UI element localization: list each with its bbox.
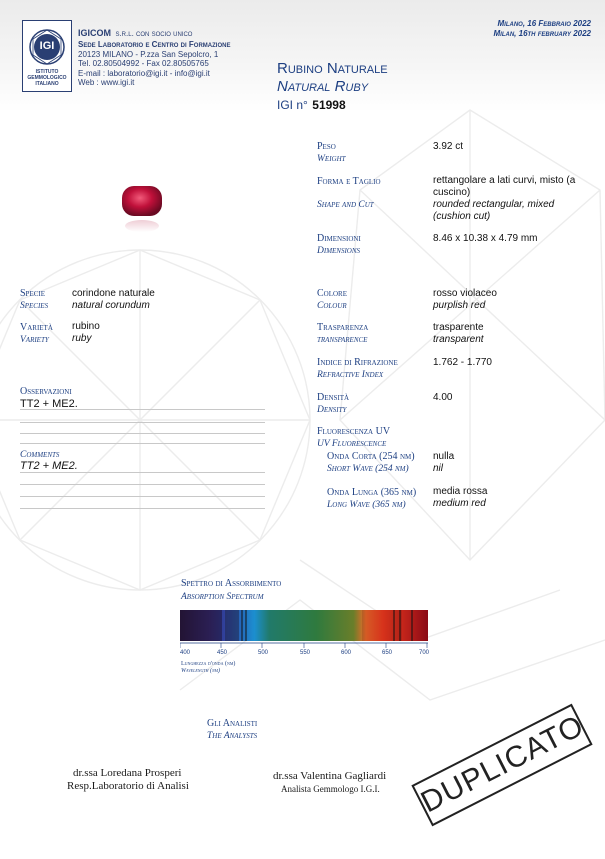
variety-value-en: ruby [72,333,92,344]
spectrum-tick: 400 [180,650,191,656]
uv-long-value-it: media rossa [433,486,488,497]
date-en: Milan, 16th february 2022 [493,29,591,38]
transparency-value-en: transparent [433,334,484,345]
title-en: Natural Ruby [277,78,369,95]
issuer-company-line [78,23,192,41]
divider [20,472,265,473]
species-label-it: Specie [20,288,46,299]
issuer-address [78,40,230,88]
comments-value: TT2 + ME2. [20,460,78,472]
spectrum-tick: 550 [300,650,311,656]
variety-label-it: Varietà [20,322,53,333]
uv-short-label-it: Onda Corta (254 nm) [327,451,415,462]
logo-text: IGI [39,40,55,52]
company-suffix: s.r.l. con socio unico [115,29,193,38]
uv-short-label-en: Short Wave (254 nm) [327,464,409,474]
divider [20,443,265,444]
shape-value-it: rettangolare a lati curvi, misto (a [433,175,576,186]
species-label-en: Species [20,301,49,311]
title-it: Rubino Naturale [277,60,388,77]
weight-value: 3.92 ct [433,141,464,152]
refractive-index-label-it: Indice di Rifrazione [317,357,398,368]
density-label-it: Densità [317,392,350,403]
igi-logo [22,20,72,92]
spectrum-tick: 700 [419,650,430,656]
address-line: E-mail : laboratorio@igi.it - info@igi.it [78,68,210,78]
divider [20,484,265,485]
igi-number-line [277,96,346,114]
ruby-photo [118,182,166,240]
weight-label-en: Weight [317,154,346,164]
divider [20,422,265,423]
transparency-label-it: Trasparenza [317,322,369,333]
address-line: Tel. 02.80504992 - Fax 02.80505765 [78,59,209,68]
date-it: Milano, 16 Febbraio 2022 [497,19,591,28]
spectrum-tick: 450 [217,650,228,656]
spectrum-label-it: Spettro di Assorbimento [181,578,282,589]
variety-value-it: rubino [72,321,100,332]
transparency-value-it: trasparente [433,322,484,333]
analyst-1-name: dr.ssa Loredana Prosperi [73,767,182,779]
density-label-en: Density [317,405,347,415]
analyst-2-name: dr.ssa Valentina Gagliardi [273,770,387,782]
address-line: Sede Laboratorio e Centro di Formazione [78,40,231,49]
igi-number: 51998 [312,98,346,112]
spectrum-tick: 650 [382,650,393,656]
dimensions-value: 8.46 x 10.38 x 4.79 mm [433,233,538,244]
spectrum-tick: 500 [258,650,269,656]
transparency-label-en: transparence [317,335,368,345]
uv-short-value-it: nulla [433,451,455,462]
dimensions-label-it: Dimensioni [317,233,361,244]
species-value-en: natural corundum [72,300,150,311]
uv-label-it: Fluorescenza UV [317,426,391,437]
uv-label-en: UV Fluorescence [317,439,387,449]
variety-label-en: Variety [20,335,49,345]
igi-label: IGI n° [277,98,308,112]
analysts-label-it: Gli Analisti [207,718,258,729]
spectrum-tick-labels [180,650,432,660]
weight-label-it: Peso [317,141,336,152]
uv-long-label-it: Onda Lunga (365 nm) [327,487,417,498]
divider [20,496,265,497]
logo-caption: ISTITUTO GEMMOLOGICO ITALIANO [27,69,67,87]
refractive-index-value: 1.762 - 1.770 [433,357,492,368]
spectrum-axis-label-it: Lunghezza d'onda (nm) [181,661,236,667]
observations-value: TT2 + ME2. [20,398,78,410]
address-line: Web : www.igi.it [78,78,135,87]
species-value-it: corindone naturale [72,288,155,299]
uv-long-label-en: Long Wave (365 nm) [327,500,406,510]
density-value: 4.00 [433,392,453,403]
spectrum-label-en: Absorption Spectrum [181,592,264,602]
divider [20,409,265,410]
refractive-index-label-en: Refractive Index [317,370,384,380]
shape-value-it-2: cuscino) [433,187,471,198]
spectrum-tick: 600 [341,650,352,656]
comments-label: Comments [20,450,60,460]
colour-value-it: rosso violaceo [433,288,497,299]
address-line: 20123 MILANO - P.zza San Sepolcro, 1 [78,49,219,59]
divider [20,508,265,509]
shape-label-en: Shape and Cut [317,200,374,210]
divider [20,433,265,434]
analysts-label-en: The Analysts [207,731,258,741]
colour-label-it: Colore [317,288,348,299]
shape-value-en: rounded rectangular, mixed [433,199,555,210]
uv-short-value-en: nil [433,463,444,474]
observations-label: Osservazioni [20,386,72,397]
shape-label-it: Forma e Taglio [317,176,381,187]
spectrum-axis-label-en: Wavelength (nm) [181,668,220,674]
duplicate-stamp: DUPLICATO [411,704,592,827]
analyst-1-role: Resp.Laboratorio di Analisi [67,780,189,792]
colour-value-en: purplish red [433,300,486,311]
uv-long-value-en: medium red [433,498,486,509]
shape-value-en-2: (cushion cut) [433,211,491,222]
colour-label-en: Colour [317,301,347,311]
dimensions-label-en: Dimensions [317,246,361,256]
company-name: IGICOM [78,28,111,38]
analyst-2-role: Analista Gemmologo I.G.I. [281,784,380,794]
